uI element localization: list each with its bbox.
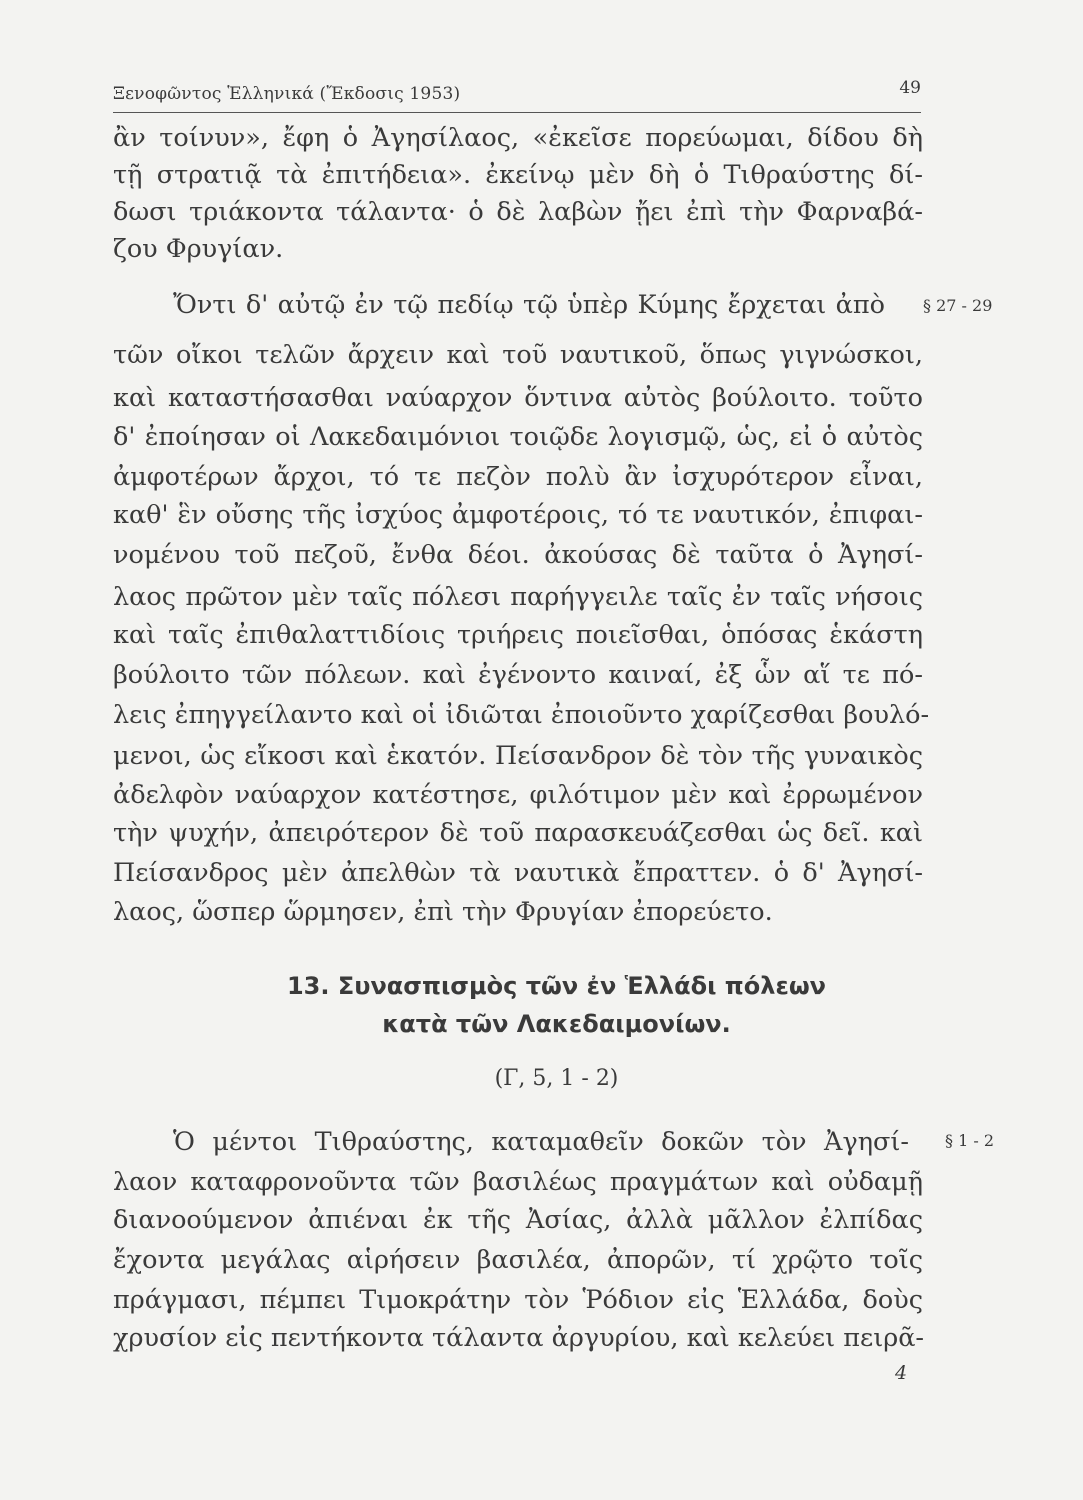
running-title: Ξενοφῶντος Ἑλληνικά (Ἔκδοσις 1953) (113, 84, 461, 104)
text-line: καὶ ταῖς ἐπιθαλαττιδίοις τριήρεις ποιεῖσθαι, ὁπόσας ἑκάστη (113, 620, 923, 650)
text-line: τῶν οἴκοι τελῶν ἄρχειν καὶ τοῦ ναυτικοῦ, ὅπως γιγνώσκοι, (113, 340, 923, 370)
text-line: ἀμφοτέρων ἄρχοι, τό τε πεζὸν πολὺ ἂν ἰσχυρότερον εἶναι, (113, 462, 923, 492)
text-line: καθ' ἓν οὔσης τῆς ἰσχύος ἀμφοτέροις, τό τε ναυτικόν, ἐπιφαι- (113, 500, 923, 530)
text-line: διανοούμενον ἀπιέναι ἐκ τῆς Ἀσίας, ἀλλὰ μᾶλλον ἐλπίδας (113, 1205, 923, 1235)
text-line: τὴν ψυχήν, ἀπειρότερον δὲ τοῦ παρασκευάζεσθαι ὡς δεῖ. καὶ (113, 818, 923, 848)
text-line: δωσι τριάκοντα τάλαντα· ὁ δὲ λαβὼν ᾔει ἐπὶ τὴν Φαρναβά- (113, 197, 923, 227)
text-line: τῇ στρατιᾷ τὰ ἐπιτήδεια». ἐκείνῳ μὲν δὴ ὁ Τιθραύστης δί- (113, 160, 923, 190)
text-line: ἂν τοίνυν», ἔφη ὁ Ἀγησίλαος, «ἐκεῖσε πορεύωμαι, δίδου δὴ (113, 123, 923, 153)
text-line: πράγμασι, πέμπει Τιμοκράτην τὸν Ῥόδιον εἰς Ἑλλάδα, δοὺς (113, 1285, 923, 1315)
text-line: χρυσίον εἰς πεντήκοντα τάλαντα ἀργυρίου, καὶ κελεύει πειρᾶ- (113, 1323, 925, 1353)
text-line: νομένου τοῦ πεζοῦ, ἔνθα δέοι. ἀκούσας δὲ ταῦτα ὁ Ἀγησί- (113, 540, 923, 570)
text-line: δ' ἐποίησαν οἱ Λακεδαιμόνιοι τοιῷδε λογισμῷ, ὡς, εἰ ὁ αὐτὸς (113, 422, 923, 452)
text-line: ἀδελφὸν ναύαρχον κατέστησε, φιλότιμον μὲν καὶ ἐρρωμένον (113, 780, 923, 810)
section-heading: 13. Συνασπισμὸς τῶν ἐν Ἑλλάδι πόλεων (286, 972, 827, 1000)
text-line: Πείσανδρος μὲν ἀπελθὼν τὰ ναυτικὰ ἔπραττεν. ὁ δ' Ἀγησί- (113, 858, 923, 888)
text-line: Ὄντι δ' αὐτῷ ἐν τῷ πεδίῳ τῷ ὑπὲρ Κύμης ἔρχεται ἀπὸ (173, 290, 885, 320)
text-line: λαος, ὥσπερ ὥρμησεν, ἐπὶ τὴν Φρυγίαν ἐπορεύετο. (113, 897, 773, 927)
running-header (113, 78, 921, 113)
source-reference: (Γ, 5, 1 - 2) (494, 1066, 619, 1091)
text-line: Ὁ μέντοι Τιθραύστης, καταμαθεῖν δοκῶν τὸν Ἀγησί- (173, 1127, 909, 1157)
text-line: μενοι, ὡς εἴκοσι καὶ ἑκατόν. Πείσανδρον δὲ τὸν τῆς γυναικὸς (113, 741, 923, 771)
text-line: ἔχοντα μεγάλας αἱρήσειν βασιλέα, ἀπορῶν, τί χρῷτο τοῖς (113, 1245, 923, 1275)
page-number: 49 (899, 78, 921, 98)
text-line: λαον καταφρονοῦντα τῶν βασιλέως πραγμάτων καὶ οὐδαμῇ (113, 1167, 923, 1197)
text-line: λαος πρῶτον μὲν ταῖς πόλεσι παρήγγειλε ταῖς ἐν ταῖς νήσοις (113, 582, 923, 612)
margin-reference: § 1 - 2 (945, 1131, 995, 1150)
section-heading-continued: κατὰ τῶν Λακεδαιμονίων. (382, 1010, 731, 1038)
text-line: λεις ἐπηγγείλαντο καὶ οἱ ἰδιῶται ἐποιοῦντο χαρίζεσθαι βουλό- (113, 700, 930, 730)
margin-reference: § 27 - 29 (923, 296, 993, 315)
text-line: ζου Φρυγίαν. (113, 234, 284, 264)
signature-mark: 4 (895, 1362, 908, 1384)
text-line: βούλοιτο τῶν πόλεων. καὶ ἐγένοντο καιναί, ἐξ ὧν αἵ τε πό- (113, 660, 923, 690)
text-line: καὶ καταστήσασθαι ναύαρχον ὅντινα αὐτὸς βούλοιτο. τοῦτο (113, 383, 923, 413)
